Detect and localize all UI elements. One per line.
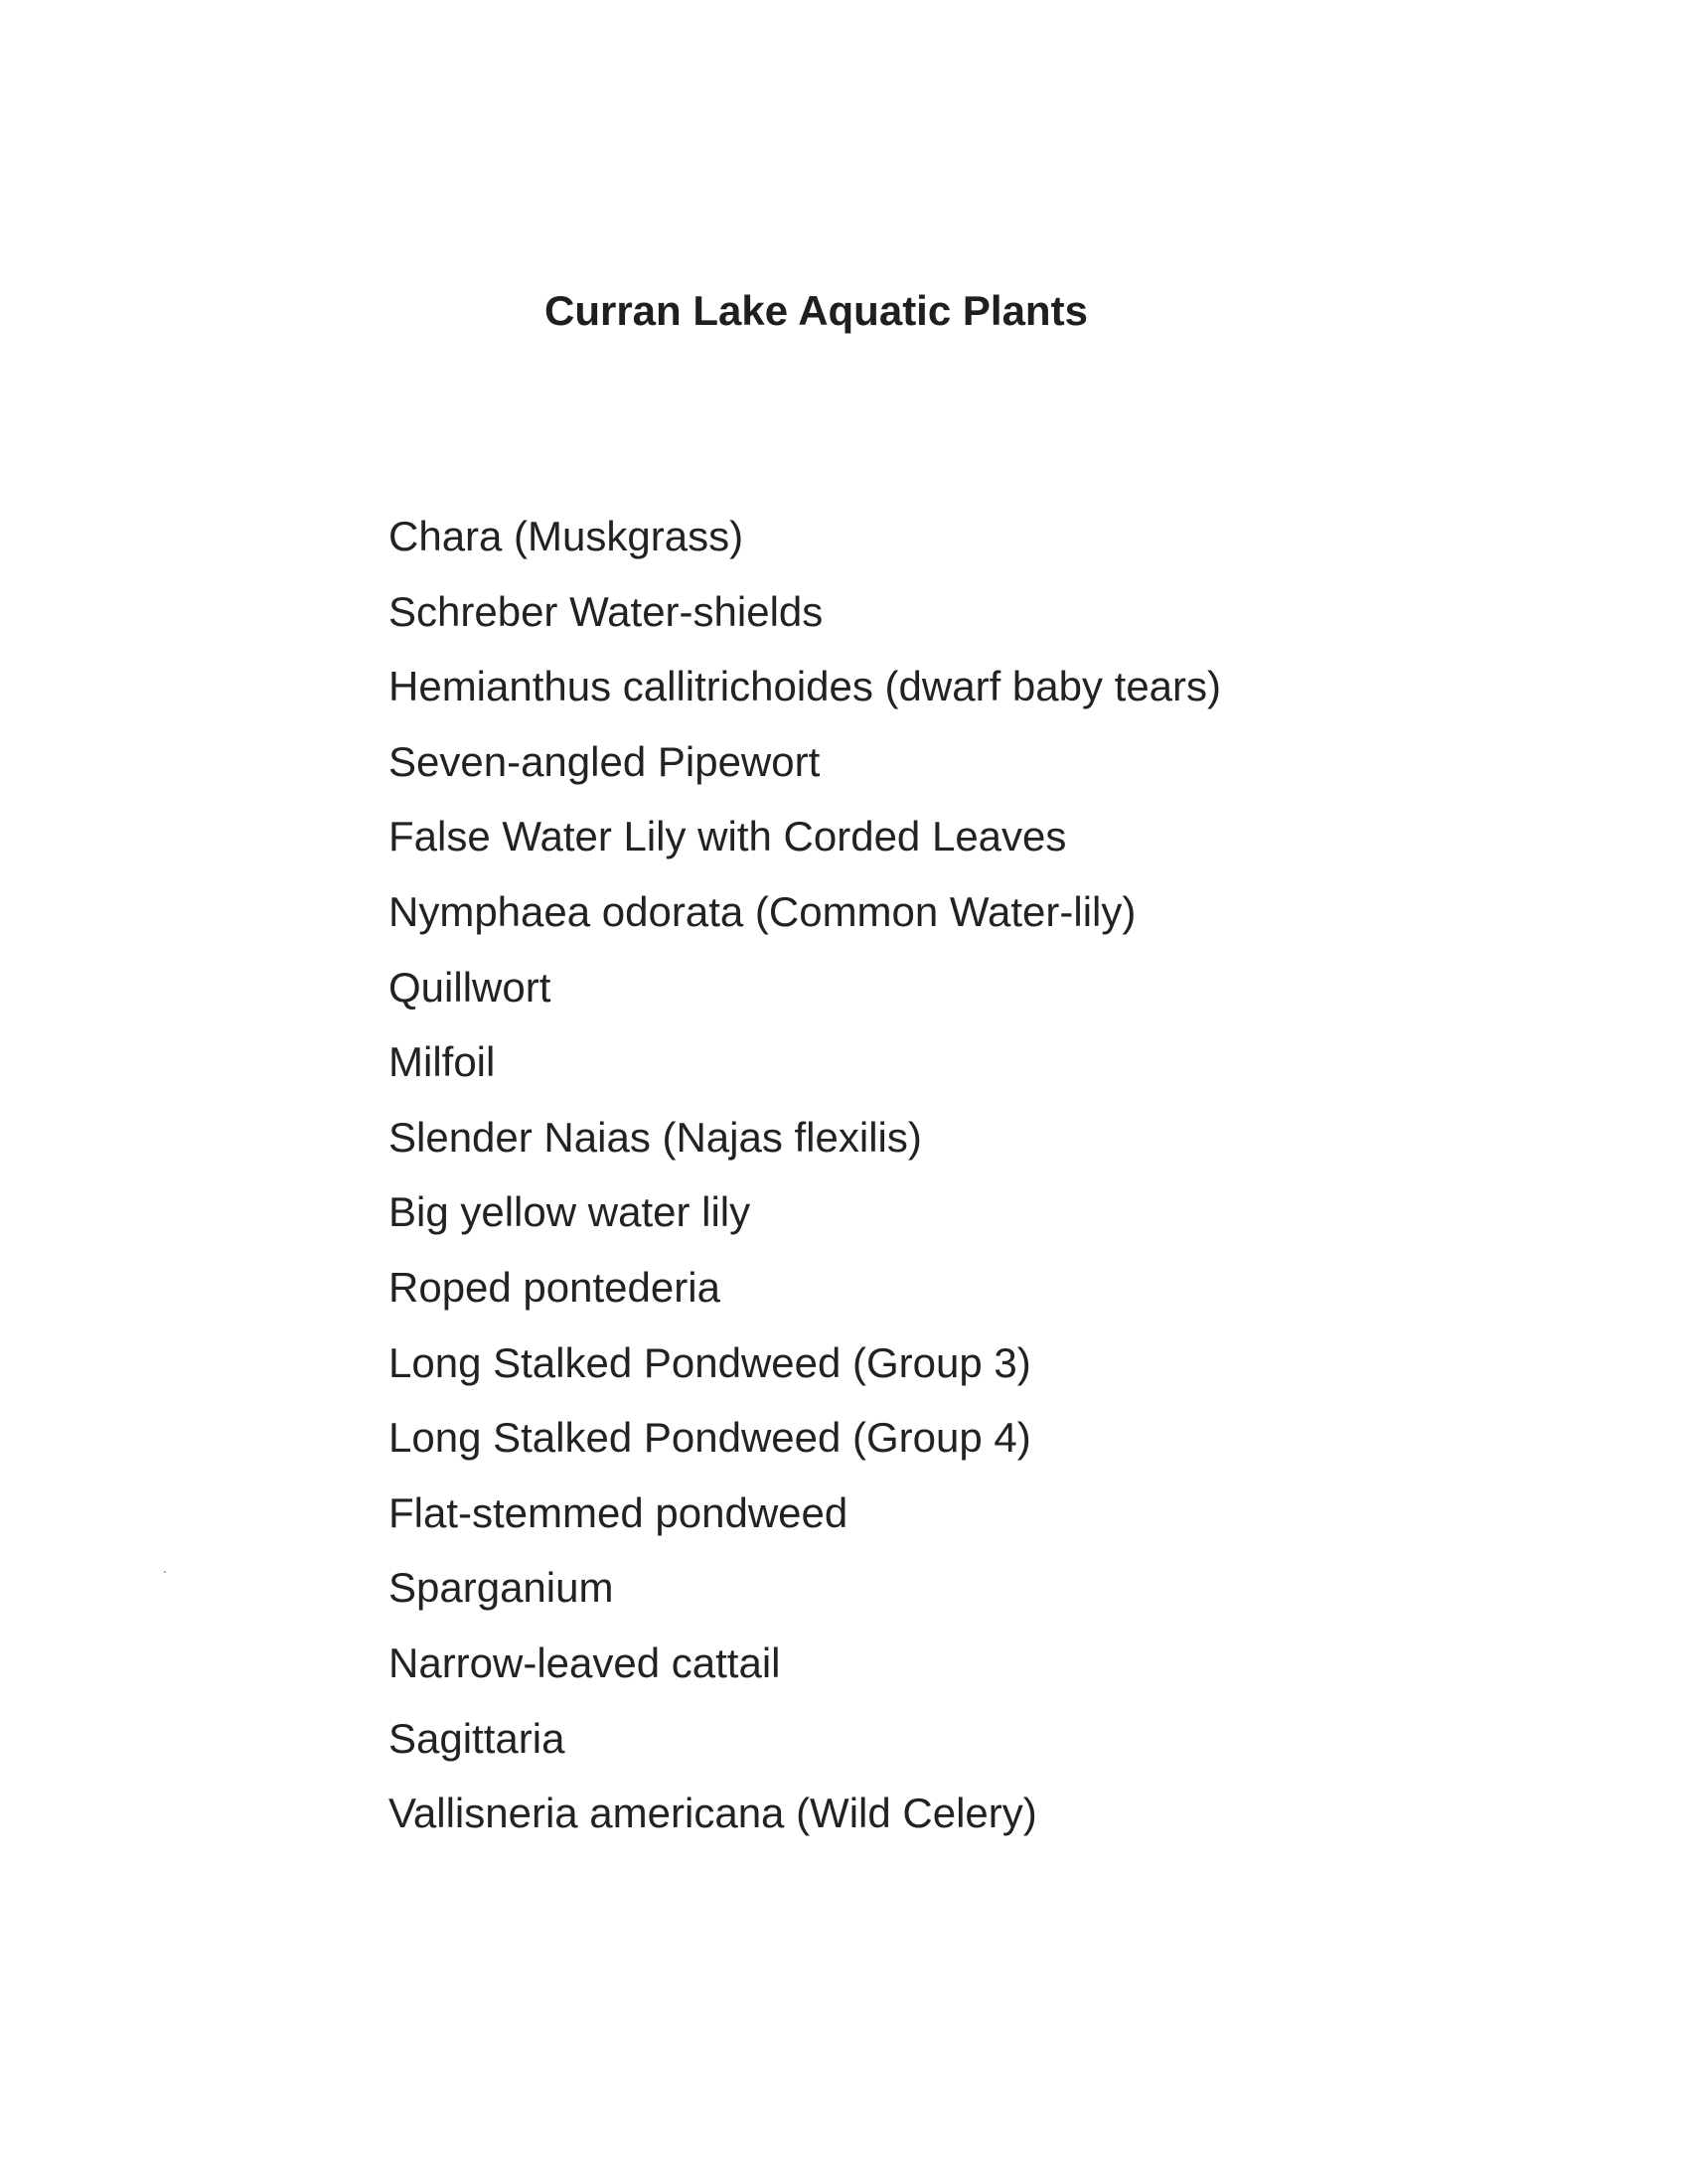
list-item: False Water Lily with Corded Leaves xyxy=(388,813,1067,860)
list-item: Nymphaea odorata (Common Water-lily) xyxy=(388,887,1137,935)
list-item: Big yellow water lily xyxy=(388,1188,751,1236)
list-item: Chara (Muskgrass) xyxy=(388,513,744,559)
list-item: Schreber Water-shields xyxy=(388,587,824,635)
scan-speck xyxy=(164,1571,166,1573)
page-title: Curran Lake Aquatic Plants xyxy=(544,287,1088,334)
plant-list xyxy=(388,507,1221,1859)
list-item: Vallisneria americana (Wild Celery) xyxy=(388,1790,1037,1837)
list-item: Flat-stemmed pondweed xyxy=(388,1488,848,1536)
list-item: Long Stalked Pondweed (Group 3) xyxy=(388,1338,1031,1386)
list-item: Sagittaria xyxy=(388,1714,565,1762)
list-item: Sparganium xyxy=(388,1564,614,1612)
list-item: Quillwort xyxy=(388,963,551,1011)
list-item: Long Stalked Pondweed (Group 4) xyxy=(388,1414,1031,1462)
list-item: Hemianthus callitrichoides (dwarf baby tears) xyxy=(388,663,1222,710)
list-item: Seven-angled Pipewort xyxy=(388,737,821,785)
list-item: Milfoil xyxy=(388,1038,496,1086)
list-item: Narrow-leaved cattail xyxy=(388,1638,781,1686)
list-item: Roped pontederia xyxy=(388,1263,720,1311)
list-item: Slender Naias (Najas flexilis) xyxy=(388,1113,922,1161)
